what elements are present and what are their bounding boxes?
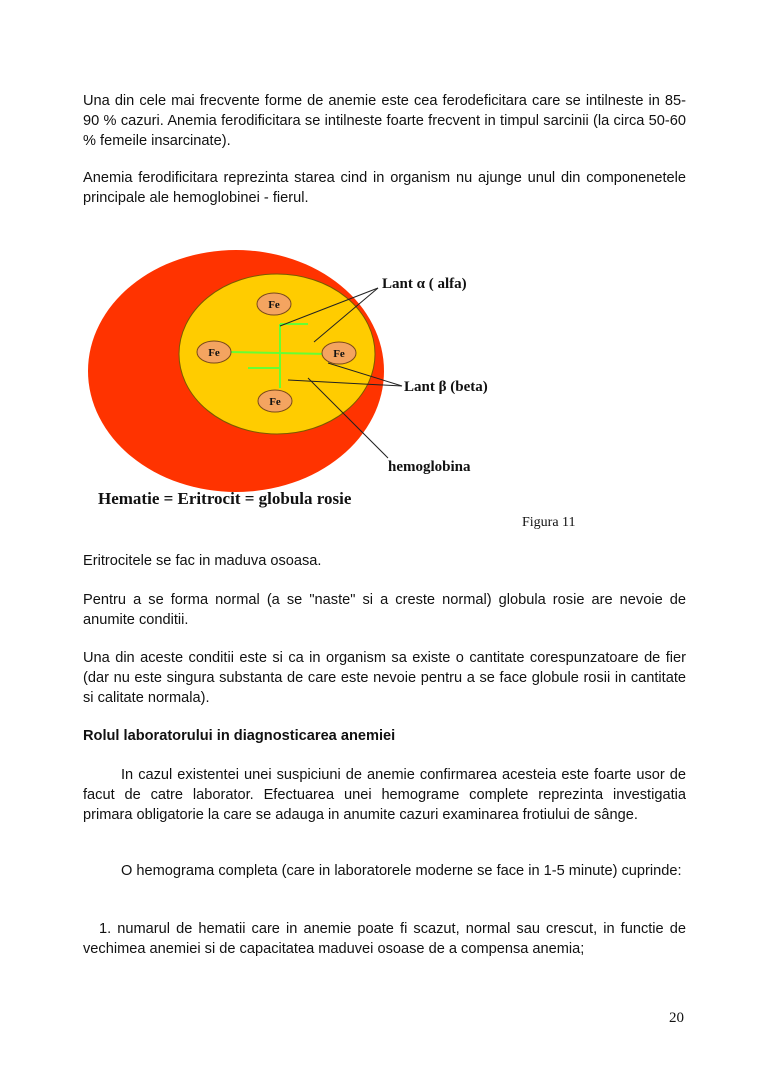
fe-label-top: Fe xyxy=(268,299,280,311)
paragraph-intro: Una din cele mai frecvente forme de anemie este cea ferodeficitara care se intilneste in 85-90 % cazuri. Anemia ferodificitara se intilneste foarte frecvent in timpul sarcinii (la circa 50-60 % femeile insarcinate). xyxy=(83,93,686,149)
paragraph-laboratory: In cazul existentei unei suspiciuni de anemie confirmarea acesteia este foarte usor de facut de catre laborator. Efectuarea unei hemograme complete reprezinta investigatia primara obligatorie la care se adauga in anumite cazuri examinarea frotiului de sânge. xyxy=(83,767,686,823)
page-number: 20 xyxy=(669,1010,684,1026)
erythrocyte-figure xyxy=(88,238,608,538)
paragraph-hemogram: O hemograma completa (care in laboratorele moderne se face in 1-5 minute) cuprinde: xyxy=(121,863,682,879)
paragraph-iron-condition: Una din aceste conditii este si ca in organism sa existe o cantitate corespunzatoare de fier (dar nu este singura substanta de care este nevoie pentru a se face globule rosii in cantitate si calitate normala). xyxy=(83,650,686,706)
fe-label-right: Fe xyxy=(333,348,345,360)
fe-label-left: Fe xyxy=(208,347,220,359)
section-heading: Rolul laboratorului in diagnosticarea anemiei xyxy=(83,728,396,744)
paragraph-definition: Anemia ferodificitara reprezinta starea cind in organism nu ajunge unul din componenetele principale ale hemoglobinei - fierul. xyxy=(83,170,686,206)
list-item-hematii: 1. numarul de hematii care in anemie poate fi scazut, normal sau crescut, in functie de vechimea anemiei si de capacitatea maduvei osoase de a compensa anemia; xyxy=(83,921,686,957)
paragraph-bone-marrow: Eritrocitele se fac in maduva osoasa. xyxy=(83,553,322,569)
fe-label-bottom: Fe xyxy=(269,396,281,408)
label-hemoglobina: hemoglobina xyxy=(388,459,471,475)
paragraph-conditions: Pentru a se forma normal (a se "naste" si a creste normal) globula rosie are nevoie de anumite conditii. xyxy=(83,592,686,628)
figure-title: Hematie = Eritrocit = globula rosie xyxy=(98,489,352,508)
label-beta-chain: Lant β (beta) xyxy=(404,379,488,395)
figure-caption: Figura 11 xyxy=(522,515,576,530)
label-alpha-chain: Lant α ( alfa) xyxy=(382,276,467,292)
